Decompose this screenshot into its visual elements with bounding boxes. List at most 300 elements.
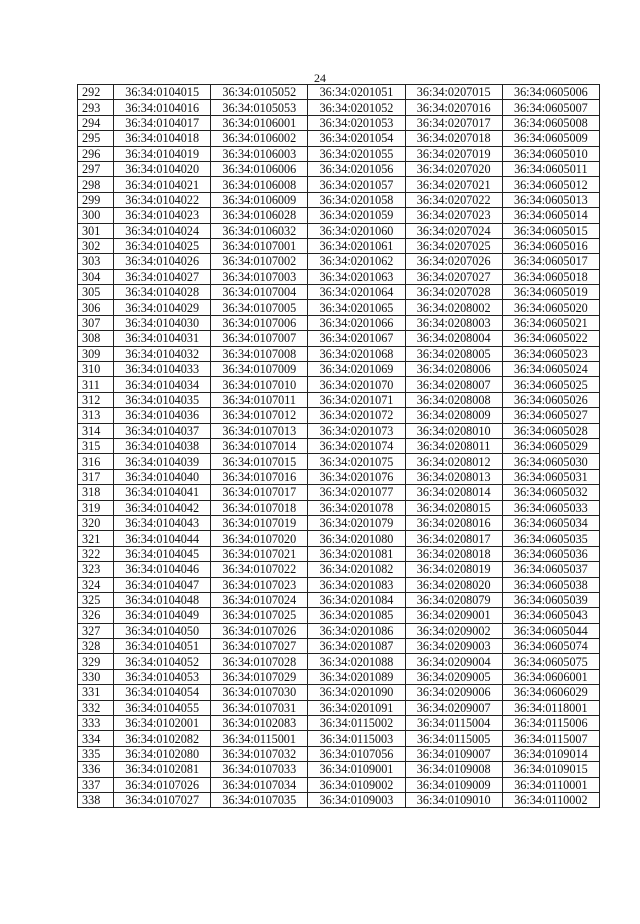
cadastral-number-cell: 36:34:0201059: [308, 208, 405, 223]
cadastral-number-cell: 36:34:0201069: [308, 362, 405, 377]
cadastral-number-cell: 36:34:0605029: [502, 438, 599, 453]
cadastral-number-cell: 36:34:0201063: [308, 269, 405, 284]
cadastral-number-cell: 36:34:0209003: [405, 639, 502, 654]
cadastral-number-cell: 36:34:0115005: [405, 731, 502, 746]
row-number-cell: 334: [78, 731, 114, 746]
cadastral-number-cell: 36:34:0209002: [405, 623, 502, 638]
table-row: [78, 546, 600, 561]
table-row: [78, 700, 600, 715]
cadastral-number-cell: 36:34:0109007: [405, 746, 502, 761]
cadastral-number-cell: 36:34:0201060: [308, 223, 405, 238]
cadastral-number-cell: 36:34:0107018: [211, 500, 308, 515]
table-row: [78, 500, 600, 515]
row-number-cell: 307: [78, 315, 114, 330]
cadastral-number-cell: 36:34:0104053: [114, 669, 211, 684]
cadastral-number-cell: 36:34:0104039: [114, 454, 211, 469]
cadastral-number-cell: 36:34:0104034: [114, 377, 211, 392]
cadastral-number-cell: 36:34:0109010: [405, 792, 502, 807]
cadastral-number-cell: 36:34:0201078: [308, 500, 405, 515]
row-number-cell: 298: [78, 177, 114, 192]
cadastral-number-cell: 36:34:0207027: [405, 269, 502, 284]
cadastral-number-cell: 36:34:0106009: [211, 192, 308, 207]
table-row: [78, 377, 600, 392]
table-row: [78, 146, 600, 161]
cadastral-number-cell: 36:34:0104019: [114, 146, 211, 161]
cadastral-number-cell: 36:34:0605024: [502, 362, 599, 377]
cadastral-number-cell: 36:34:0208009: [405, 408, 502, 423]
cadastral-number-cell: 36:34:0201071: [308, 392, 405, 407]
cadastral-number-cell: 36:34:0605015: [502, 223, 599, 238]
cadastral-number-cell: 36:34:0104055: [114, 700, 211, 715]
cadastral-number-cell: 36:34:0201091: [308, 700, 405, 715]
page-number: 24: [314, 71, 326, 85]
cadastral-number-cell: 36:34:0107006: [211, 315, 308, 330]
cadastral-number-cell: 36:34:0201054: [308, 131, 405, 146]
cadastral-number-cell: 36:34:0107023: [211, 577, 308, 592]
cadastral-number-cell: 36:34:0104049: [114, 608, 211, 623]
cadastral-number-cell: 36:34:0605022: [502, 331, 599, 346]
cadastral-number-cell: 36:34:0107021: [211, 546, 308, 561]
cadastral-number-cell: 36:34:0201062: [308, 254, 405, 269]
cadastral-number-cell: 36:34:0104029: [114, 300, 211, 315]
row-number-cell: 333: [78, 716, 114, 731]
table-row: [78, 408, 600, 423]
cadastral-number-cell: 36:34:0208016: [405, 515, 502, 530]
cadastral-number-cell: 36:34:0207015: [405, 85, 502, 100]
cadastral-number-cell: 36:34:0104037: [114, 423, 211, 438]
cadastral-number-cell: 36:34:0208079: [405, 592, 502, 607]
cadastral-number-cell: 36:34:0107026: [114, 777, 211, 792]
row-number-cell: 319: [78, 500, 114, 515]
cadastral-number-cell: 36:34:0107004: [211, 285, 308, 300]
row-number-cell: 325: [78, 592, 114, 607]
row-number-cell: 297: [78, 161, 114, 176]
cadastral-number-cell: 36:34:0207016: [405, 100, 502, 115]
row-number-cell: 296: [78, 146, 114, 161]
cadastral-number-cell: 36:34:0605023: [502, 346, 599, 361]
cadastral-number-cell: 36:34:0201067: [308, 331, 405, 346]
cadastral-number-cell: 36:34:0107029: [211, 669, 308, 684]
table-row: [78, 100, 600, 115]
cadastral-number-cell: 36:34:0201075: [308, 454, 405, 469]
cadastral-number-cell: 36:34:0107003: [211, 269, 308, 284]
cadastral-number-cell: 36:34:0605037: [502, 562, 599, 577]
table-row: [78, 731, 600, 746]
cadastral-number-cell: 36:34:0104024: [114, 223, 211, 238]
cadastral-number-cell: 36:34:0106001: [211, 115, 308, 130]
row-number-cell: 321: [78, 531, 114, 546]
table-row: [78, 85, 600, 100]
cadastral-number-cell: 36:34:0107015: [211, 454, 308, 469]
cadastral-number-cell: 36:34:0104022: [114, 192, 211, 207]
cadastral-number-cell: 36:34:0201089: [308, 669, 405, 684]
cadastral-number-cell: 36:34:0605018: [502, 269, 599, 284]
table-row: [78, 254, 600, 269]
table-row: [78, 762, 600, 777]
cadastral-number-cell: 36:34:0201072: [308, 408, 405, 423]
cadastral-number-cell: 36:34:0104031: [114, 331, 211, 346]
cadastral-number-cell: 36:34:0107016: [211, 469, 308, 484]
cadastral-number-cell: 36:34:0605021: [502, 315, 599, 330]
cadastral-number-cell: 36:34:0605016: [502, 238, 599, 253]
table-row: [78, 531, 600, 546]
table-row: [78, 716, 600, 731]
cadastral-number-cell: 36:34:0115002: [308, 716, 405, 731]
cadastral-number-cell: 36:34:0109014: [502, 746, 599, 761]
cadastral-number-cell: 36:34:0102083: [211, 716, 308, 731]
cadastral-number-cell: 36:34:0605009: [502, 131, 599, 146]
cadastral-number-cell: 36:34:0110002: [502, 792, 599, 807]
cadastral-number-cell: 36:34:0201086: [308, 623, 405, 638]
cadastral-number-cell: 36:34:0105053: [211, 100, 308, 115]
cadastral-number-cell: 36:34:0104044: [114, 531, 211, 546]
row-number-cell: 328: [78, 639, 114, 654]
row-number-cell: 329: [78, 654, 114, 669]
cadastral-number-cell: 36:34:0107026: [211, 623, 308, 638]
cadastral-number-cell: 36:34:0208014: [405, 485, 502, 500]
row-number-cell: 292: [78, 85, 114, 100]
table-row: [78, 639, 600, 654]
cadastral-number-cell: 36:34:0208013: [405, 469, 502, 484]
row-number-cell: 338: [78, 792, 114, 807]
cadastral-number-cell: 36:34:0104051: [114, 639, 211, 654]
cadastral-number-cell: 36:34:0104032: [114, 346, 211, 361]
cadastral-number-cell: 36:34:0201065: [308, 300, 405, 315]
row-number-cell: 324: [78, 577, 114, 592]
cadastral-number-cell: 36:34:0606001: [502, 669, 599, 684]
cadastral-number-cell: 36:34:0208017: [405, 531, 502, 546]
cadastral-number-cell: 36:34:0605010: [502, 146, 599, 161]
cadastral-number-cell: 36:34:0201084: [308, 592, 405, 607]
cadastral-number-cell: 36:34:0208018: [405, 546, 502, 561]
table-row: [78, 469, 600, 484]
cadastral-number-cell: 36:34:0107012: [211, 408, 308, 423]
cadastral-number-cell: 36:34:0107013: [211, 423, 308, 438]
cadastral-number-cell: 36:34:0107008: [211, 346, 308, 361]
cadastral-number-cell: 36:34:0605033: [502, 500, 599, 515]
cadastral-number-cell: 36:34:0106006: [211, 161, 308, 176]
cadastral-number-cell: 36:34:0605012: [502, 177, 599, 192]
row-number-cell: 323: [78, 562, 114, 577]
cadastral-number-cell: 36:34:0104016: [114, 100, 211, 115]
cadastral-number-cell: 36:34:0104047: [114, 577, 211, 592]
cadastral-number-cell: 36:34:0106032: [211, 223, 308, 238]
table-row: [78, 331, 600, 346]
cadastral-number-cell: 36:34:0104020: [114, 161, 211, 176]
cadastral-number-cell: 36:34:0605074: [502, 639, 599, 654]
cadastral-number-cell: 36:34:0605025: [502, 377, 599, 392]
cadastral-number-cell: 36:34:0201058: [308, 192, 405, 207]
cadastral-number-cell: 36:34:0201066: [308, 315, 405, 330]
row-number-cell: 327: [78, 623, 114, 638]
cadastral-number-cell: 36:34:0107009: [211, 362, 308, 377]
cadastral-number-cell: 36:34:0104046: [114, 562, 211, 577]
cadastral-number-cell: 36:34:0110001: [502, 777, 599, 792]
cadastral-number-cell: 36:34:0104027: [114, 269, 211, 284]
cadastral-number-cell: 36:34:0106028: [211, 208, 308, 223]
table-row: [78, 362, 600, 377]
cadastral-number-cell: 36:34:0208005: [405, 346, 502, 361]
cadastral-number-cell: 36:34:0115004: [405, 716, 502, 731]
cadastral-number-cell: 36:34:0208011: [405, 438, 502, 453]
row-number-cell: 311: [78, 377, 114, 392]
row-number-cell: 336: [78, 762, 114, 777]
table-row: [78, 285, 600, 300]
cadastral-number-cell: 36:34:0107032: [211, 746, 308, 761]
cadastral-number-cell: 36:34:0201080: [308, 531, 405, 546]
table-row: [78, 562, 600, 577]
cadastral-number-cell: 36:34:0207025: [405, 238, 502, 253]
cadastral-number-cell: 36:34:0106002: [211, 131, 308, 146]
cadastral-number-cell: 36:34:0605035: [502, 531, 599, 546]
cadastral-number-cell: 36:34:0201052: [308, 100, 405, 115]
cadastral-number-cell: 36:34:0605044: [502, 623, 599, 638]
row-number-cell: 326: [78, 608, 114, 623]
table-row: [78, 115, 600, 130]
cadastral-number-cell: 36:34:0605017: [502, 254, 599, 269]
table-row: [78, 623, 600, 638]
cadastral-number-cell: 36:34:0208010: [405, 423, 502, 438]
cadastral-number-cell: 36:34:0605007: [502, 100, 599, 115]
cadastral-number-cell: 36:34:0201082: [308, 562, 405, 577]
table-row: [78, 346, 600, 361]
cadastral-number-cell: 36:34:0104045: [114, 546, 211, 561]
cadastral-number-cell: 36:34:0201085: [308, 608, 405, 623]
cadastral-number-cell: 36:34:0201053: [308, 115, 405, 130]
row-number-cell: 305: [78, 285, 114, 300]
cadastral-number-cell: 36:34:0207026: [405, 254, 502, 269]
cadastral-number-cell: 36:34:0107019: [211, 515, 308, 530]
cadastral-number-cell: 36:34:0605019: [502, 285, 599, 300]
cadastral-number-cell: 36:34:0207017: [405, 115, 502, 130]
row-number-cell: 331: [78, 685, 114, 700]
cadastral-number-cell: 36:34:0104021: [114, 177, 211, 192]
cadastral-number-cell: 36:34:0104036: [114, 408, 211, 423]
table-row: [78, 454, 600, 469]
cadastral-number-cell: 36:34:0605026: [502, 392, 599, 407]
table-row: [78, 438, 600, 453]
cadastral-number-cell: 36:34:0115006: [502, 716, 599, 731]
cadastral-number-cell: 36:34:0208004: [405, 331, 502, 346]
cadastral-number-cell: 36:34:0104042: [114, 500, 211, 515]
cadastral-number-cell: 36:34:0107031: [211, 700, 308, 715]
cadastral-number-cell: 36:34:0106008: [211, 177, 308, 192]
table-row: [78, 515, 600, 530]
cadastral-number-cell: 36:34:0201090: [308, 685, 405, 700]
row-number-cell: 317: [78, 469, 114, 484]
table-row: [78, 238, 600, 253]
cadastral-number-cell: 36:34:0104043: [114, 515, 211, 530]
cadastral-number-cell: 36:34:0104052: [114, 654, 211, 669]
cadastral-number-cell: 36:34:0107027: [114, 792, 211, 807]
cadastral-number-cell: 36:34:0207023: [405, 208, 502, 223]
cadastral-number-cell: 36:34:0207028: [405, 285, 502, 300]
cadastral-number-cell: 36:34:0107022: [211, 562, 308, 577]
cadastral-number-cell: 36:34:0208003: [405, 315, 502, 330]
cadastral-number-cell: 36:34:0208002: [405, 300, 502, 315]
cadastral-number-cell: 36:34:0207018: [405, 131, 502, 146]
row-number-cell: 295: [78, 131, 114, 146]
cadastral-number-cell: 36:34:0605014: [502, 208, 599, 223]
cadastral-number-cell: 36:34:0102001: [114, 716, 211, 731]
cadastral-number-cell: 36:34:0605075: [502, 654, 599, 669]
row-number-cell: 314: [78, 423, 114, 438]
cadastral-number-cell: 36:34:0107001: [211, 238, 308, 253]
cadastral-number-cell: 36:34:0107033: [211, 762, 308, 777]
cadastral-number-cell: 36:34:0104054: [114, 685, 211, 700]
table-body: [78, 85, 600, 808]
cadastral-number-cell: 36:34:0107035: [211, 792, 308, 807]
table-row: [78, 269, 600, 284]
cadastral-number-cell: 36:34:0201076: [308, 469, 405, 484]
cadastral-number-cell: 36:34:0605032: [502, 485, 599, 500]
cadastral-number-cell: 36:34:0208019: [405, 562, 502, 577]
table-row: [78, 177, 600, 192]
table-row: [78, 608, 600, 623]
row-number-cell: 308: [78, 331, 114, 346]
cadastral-number-cell: 36:34:0201083: [308, 577, 405, 592]
table-row: [78, 485, 600, 500]
cadastral-number-cell: 36:34:0109015: [502, 762, 599, 777]
cadastral-number-cell: 36:34:0201088: [308, 654, 405, 669]
row-number-cell: 310: [78, 362, 114, 377]
cadastral-number-cell: 36:34:0605030: [502, 454, 599, 469]
table-row: [78, 423, 600, 438]
cadastral-number-cell: 36:34:0106003: [211, 146, 308, 161]
row-number-cell: 300: [78, 208, 114, 223]
cadastral-number-cell: 36:34:0104015: [114, 85, 211, 100]
cadastral-number-cell: 36:34:0605043: [502, 608, 599, 623]
table-row: [78, 192, 600, 207]
cadastral-number-cell: 36:34:0207020: [405, 161, 502, 176]
cadastral-number-cell: 36:34:0104041: [114, 485, 211, 500]
row-number-cell: 303: [78, 254, 114, 269]
row-number-cell: 301: [78, 223, 114, 238]
cadastral-number-cell: 36:34:0605039: [502, 592, 599, 607]
cadastral-number-cell: 36:34:0201051: [308, 85, 405, 100]
row-number-cell: 320: [78, 515, 114, 530]
cadastral-number-cell: 36:34:0201077: [308, 485, 405, 500]
cadastral-number-cell: 36:34:0107028: [211, 654, 308, 669]
cadastral-number-cell: 36:34:0209004: [405, 654, 502, 669]
cadastral-number-cell: 36:34:0201055: [308, 146, 405, 161]
cadastral-number-cell: 36:34:0102081: [114, 762, 211, 777]
cadastral-number-cell: 36:34:0605006: [502, 85, 599, 100]
row-number-cell: 316: [78, 454, 114, 469]
cadastral-number-cell: 36:34:0115003: [308, 731, 405, 746]
cadastral-number-cell: 36:34:0107010: [211, 377, 308, 392]
row-number-cell: 335: [78, 746, 114, 761]
cadastral-number-cell: 36:34:0605031: [502, 469, 599, 484]
cadastral-number-cell: 36:34:0208008: [405, 392, 502, 407]
cadastral-number-cell: 36:34:0109002: [308, 777, 405, 792]
row-number-cell: 294: [78, 115, 114, 130]
cadastral-number-cell: 36:34:0109008: [405, 762, 502, 777]
cadastral-number-cell: 36:34:0605034: [502, 515, 599, 530]
row-number-cell: 315: [78, 438, 114, 453]
cadastral-number-cell: 36:34:0201056: [308, 161, 405, 176]
table-row: [78, 392, 600, 407]
cadastral-number-cell: 36:34:0104025: [114, 238, 211, 253]
cadastral-number-cell: 36:34:0104026: [114, 254, 211, 269]
table-row: [78, 208, 600, 223]
row-number-cell: 330: [78, 669, 114, 684]
cadastral-number-cell: 36:34:0208020: [405, 577, 502, 592]
cadastral-number-cell: 36:34:0104038: [114, 438, 211, 453]
table-row: [78, 592, 600, 607]
cadastral-number-cell: 36:34:0107017: [211, 485, 308, 500]
cadastral-number-cell: 36:34:0107007: [211, 331, 308, 346]
cadastral-number-cell: 36:34:0107002: [211, 254, 308, 269]
cadastral-number-cell: 36:34:0104018: [114, 131, 211, 146]
cadastral-number-cell: 36:34:0606029: [502, 685, 599, 700]
cadastral-number-cell: 36:34:0201081: [308, 546, 405, 561]
cadastral-number-cell: 36:34:0208015: [405, 500, 502, 515]
cadastral-number-cell: 36:34:0207021: [405, 177, 502, 192]
cadastral-number-cell: 36:34:0104023: [114, 208, 211, 223]
row-number-cell: 293: [78, 100, 114, 115]
cadastral-number-cell: 36:34:0118001: [502, 700, 599, 715]
cadastral-number-cell: 36:34:0208012: [405, 454, 502, 469]
row-number-cell: 304: [78, 269, 114, 284]
table-row: [78, 315, 600, 330]
row-number-cell: 309: [78, 346, 114, 361]
cadastral-number-cell: 36:34:0104017: [114, 115, 211, 130]
cadastral-number-cell: 36:34:0605027: [502, 408, 599, 423]
cadastral-number-cell: 36:34:0201068: [308, 346, 405, 361]
cadastral-number-cell: 36:34:0605028: [502, 423, 599, 438]
cadastral-number-cell: 36:34:0201079: [308, 515, 405, 530]
table-row: [78, 654, 600, 669]
cadastral-number-cell: 36:34:0208006: [405, 362, 502, 377]
cadastral-number-cell: 36:34:0109009: [405, 777, 502, 792]
cadastral-number-cell: 36:34:0201064: [308, 285, 405, 300]
table-row: [78, 161, 600, 176]
cadastral-number-cell: 36:34:0104035: [114, 392, 211, 407]
table-row: [78, 300, 600, 315]
table-row: [78, 746, 600, 761]
cadastral-number-cell: 36:34:0107005: [211, 300, 308, 315]
row-number-cell: 302: [78, 238, 114, 253]
row-number-cell: 322: [78, 546, 114, 561]
cadastral-number-cell: 36:34:0605020: [502, 300, 599, 315]
cadastral-number-cell: 36:34:0109003: [308, 792, 405, 807]
row-number-cell: 299: [78, 192, 114, 207]
cadastral-number-cell: 36:34:0605011: [502, 161, 599, 176]
row-number-cell: 332: [78, 700, 114, 715]
cadastral-number-cell: 36:34:0104028: [114, 285, 211, 300]
cadastral-number-cell: 36:34:0107027: [211, 639, 308, 654]
cadastral-number-cell: 36:34:0201057: [308, 177, 405, 192]
cadastral-number-cell: 36:34:0107024: [211, 592, 308, 607]
cadastral-number-cell: 36:34:0209005: [405, 669, 502, 684]
cadastral-number-cell: 36:34:0201061: [308, 238, 405, 253]
cadastral-number-cell: 36:34:0201073: [308, 423, 405, 438]
cadastral-number-cell: 36:34:0605013: [502, 192, 599, 207]
cadastral-number-cell: 36:34:0209001: [405, 608, 502, 623]
cadastral-number-cell: 36:34:0109001: [308, 762, 405, 777]
cadastral-number-cell: 36:34:0208007: [405, 377, 502, 392]
row-number-cell: 318: [78, 485, 114, 500]
cadastral-number-cell: 36:34:0107011: [211, 392, 308, 407]
table-row: [78, 792, 600, 807]
cadastral-number-cell: 36:34:0104033: [114, 362, 211, 377]
cadastral-number-cell: 36:34:0605008: [502, 115, 599, 130]
row-number-cell: 306: [78, 300, 114, 315]
cadastral-number-cell: 36:34:0104050: [114, 623, 211, 638]
cadastral-number-cell: 36:34:0102080: [114, 746, 211, 761]
cadastral-number-cell: 36:34:0107034: [211, 777, 308, 792]
